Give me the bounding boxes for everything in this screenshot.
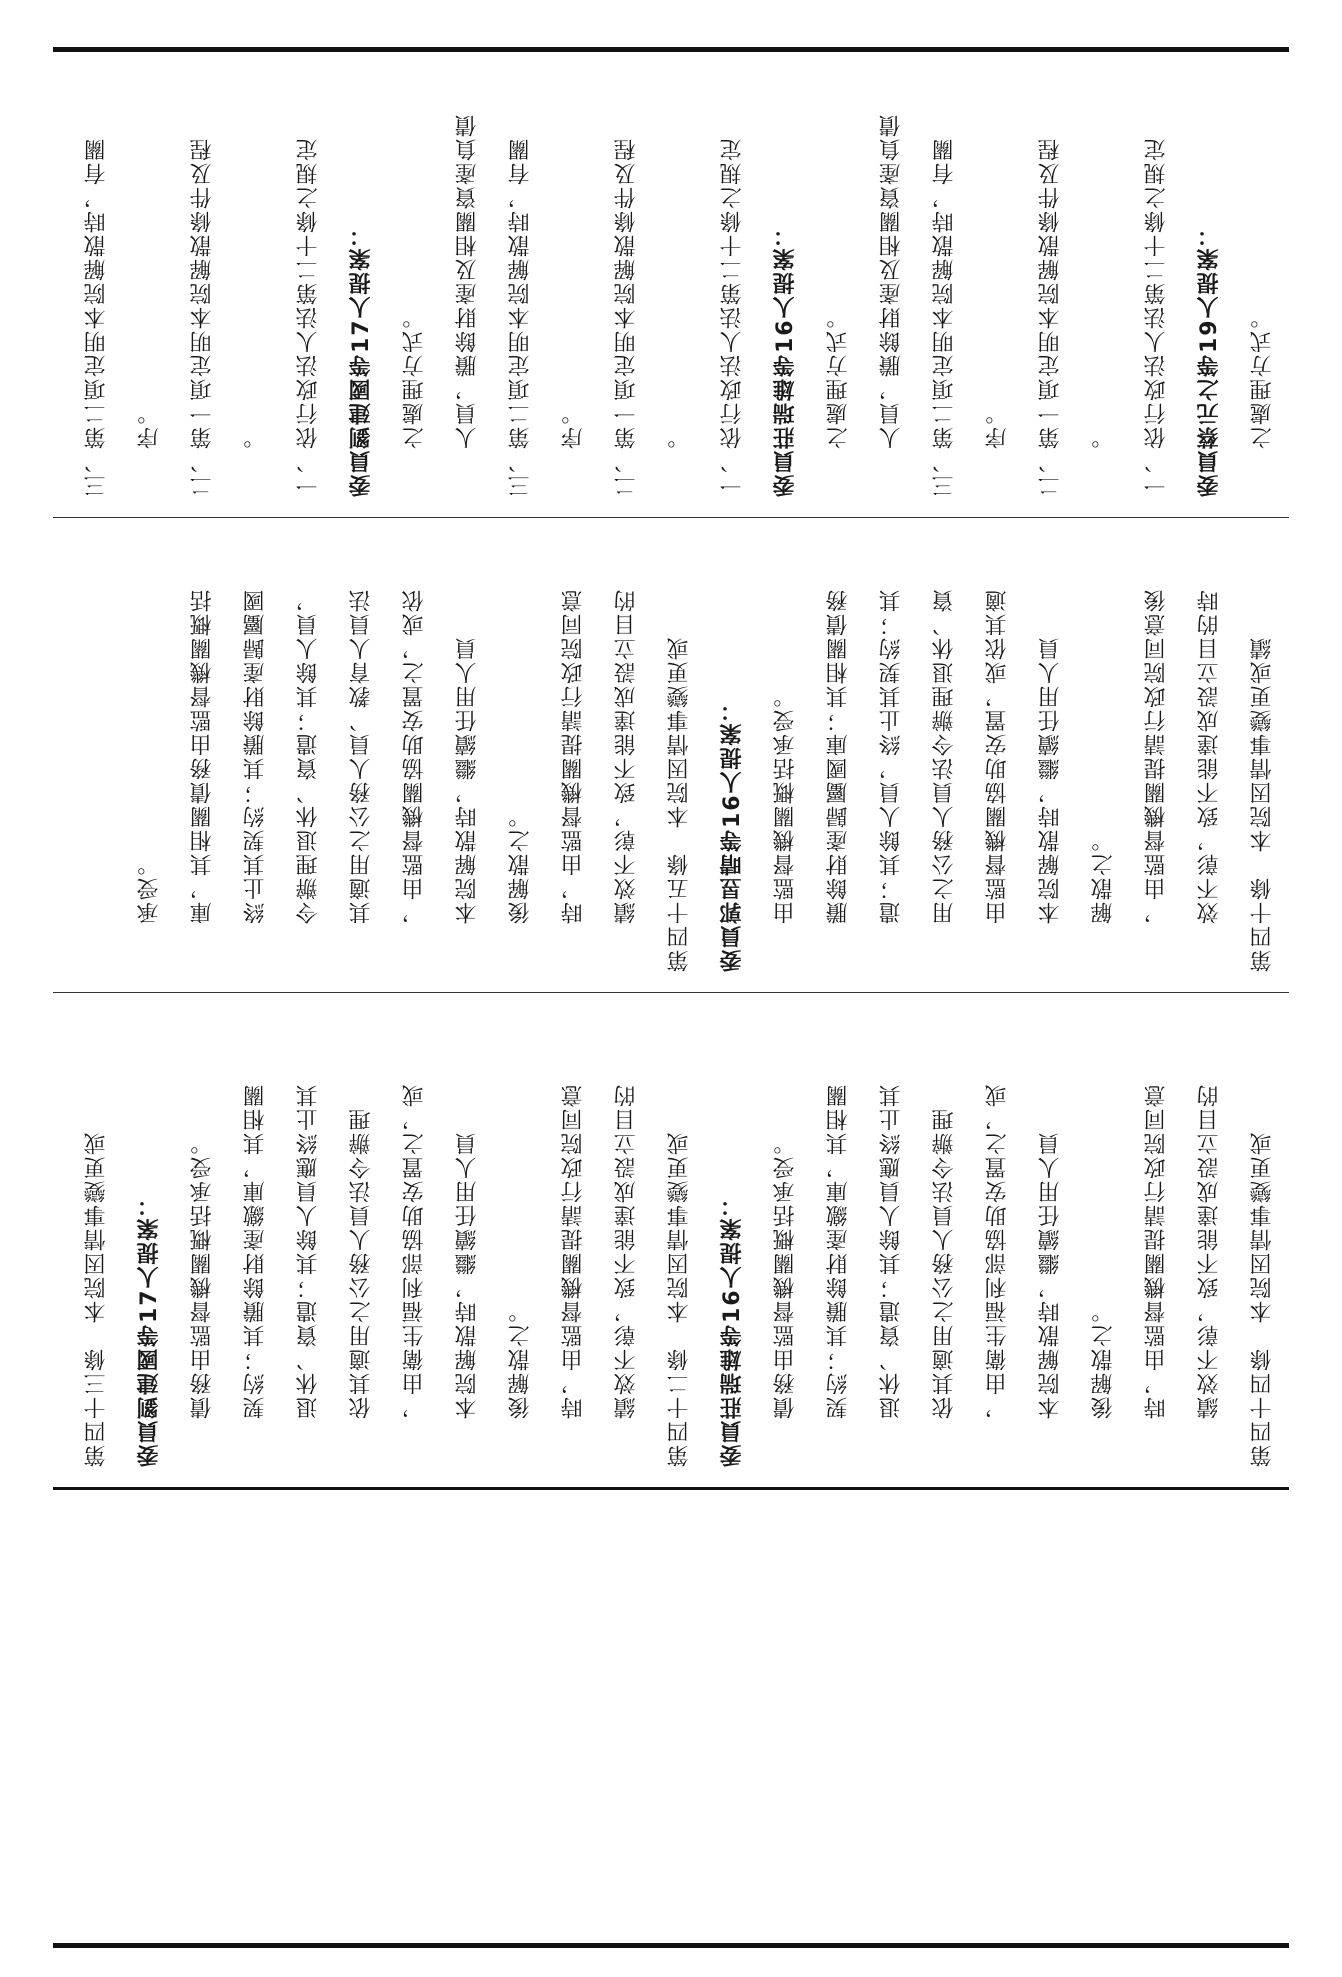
text-line: 一、依行政法人法第二十條之規定: [720, 137, 745, 497]
text-line: 。: [667, 425, 692, 449]
text-line: 遣；其餘人員，終止其契約；其: [879, 588, 904, 924]
text-line: 第四十三條 本院因情事變更或: [84, 1131, 109, 1467]
text-line: 承受。: [137, 852, 162, 924]
section-end-rule: [53, 1487, 1289, 1490]
text-line: 依其適用之公務人員法令辦理: [349, 1107, 374, 1419]
bottom-rule: [53, 1943, 1289, 1948]
text-line: 解散之。: [1091, 828, 1116, 924]
text-line: 人員，賸餘財產及相關資產負債: [879, 113, 904, 449]
text-line: 後解散之。: [508, 804, 533, 924]
text-line: 契約；其賸餘財產繳庫，其相關: [826, 1083, 851, 1419]
text-line: 本院解散時，繼續任用人員: [455, 1131, 480, 1419]
text-line: 績效不彰，致不能達成設立目的: [1197, 1083, 1222, 1419]
text-line: ，由衛生福利部協助安置之，或: [985, 1083, 1010, 1419]
text-line: 序。: [985, 401, 1010, 449]
text-line: 第四十條 本院因情事變更或績: [1250, 636, 1275, 972]
text-line: ，由衛生福利部協助安置之，或: [402, 1083, 427, 1419]
text-line: 令辦理退休、資遣；其餘人員，: [296, 588, 321, 924]
text-line: 時，由監督機關提請行政院同意: [1144, 1083, 1169, 1419]
text-line: 債務由監督機關概括承受。: [190, 1131, 215, 1419]
proposer-heading: 委員劉建國等17人提案：: [349, 222, 374, 497]
band-proposals-a: [53, 518, 1289, 992]
text-line: 依其適用之公務人員法令辦理: [932, 1107, 957, 1419]
text-line: 績效不彰，致不能達成設立目的: [614, 1083, 639, 1419]
proposer-heading: 委員劉建國等17人提案：: [137, 1192, 162, 1467]
text-line: 第四十四條 本院因情事變更或: [1250, 1131, 1275, 1467]
proposer-heading: 委員蔡元之等19人提案：: [1197, 222, 1222, 497]
text-line: 人員，賸餘財產及相關資產負債: [455, 113, 480, 449]
text-line: 後解散之。: [1091, 1299, 1116, 1419]
text-line: 效不彰，致不能達成設立目的時: [1197, 588, 1222, 924]
text-line: 庫，其相關債務由監督機關概括: [190, 588, 215, 924]
text-line: 之處理方式。: [1250, 305, 1275, 449]
text-line: ，由監督機關協助安置之，或依: [402, 588, 427, 924]
proposer-heading: 委員莊瑞雄等16人提案：: [720, 1192, 745, 1467]
text-line: 債務由監督機關概括承受。: [773, 1131, 798, 1419]
text-line: 三、第二項定明本院解散時，有關: [84, 137, 109, 497]
band-proposals-b: [53, 993, 1289, 1487]
text-line: 其適用之公務人員、教育人員法: [349, 588, 374, 924]
proposer-heading: 委員莊瑞雄等16人提案：: [773, 222, 798, 497]
text-line: ，由監督機關提請行政院同意後: [1144, 588, 1169, 924]
text-line: 第四十二條 本院因情事變更或: [667, 1131, 692, 1467]
text-line: 終止其契約；其賸餘財產歸屬國: [243, 588, 268, 924]
text-line: 退休、資遣；其餘人員應終止其: [879, 1083, 904, 1419]
band-explanations: [53, 52, 1289, 517]
text-line: 賸餘財產歸屬國庫；其相關債務: [826, 588, 851, 924]
text-line: 之處理方式。: [402, 305, 427, 449]
text-line: 用之公務人員法令辦理退休、資: [932, 588, 957, 924]
text-line: 時，由監督機關提請行政院同意: [561, 588, 586, 924]
text-line: 序。: [137, 401, 162, 449]
text-column: [53, 518, 1289, 992]
text-line: 二、第一項定明本院解散條件及程: [614, 137, 639, 497]
text-line: 一、依行政法人法第二十條之規定: [1144, 137, 1169, 497]
text-line: 二、第一項定明本院解散條件及程: [190, 137, 215, 497]
text-column: [53, 993, 1289, 1487]
text-line: 之處理方式。: [826, 305, 851, 449]
text-line: 本院解散時，繼續任用人員: [455, 636, 480, 924]
text-line: 績效不彰，致不能達成設立目的: [614, 588, 639, 924]
text-line: 。: [1091, 425, 1116, 449]
text-line: 三、第二項定明本院解散時，有關: [508, 137, 533, 497]
text-line: 退休、資遣；其餘人員應終止其: [296, 1083, 321, 1419]
text-line: 第四十五條 本院因情事變更或: [667, 636, 692, 972]
text-line: 。: [243, 425, 268, 449]
text-line: 由監督機關協助安置，或依其適: [985, 588, 1010, 924]
text-line: 由監督機關概括承受。: [773, 684, 798, 924]
text-line: 時，由監督機關提請行政院同意: [561, 1083, 586, 1419]
text-line: 本院解散時，繼續任用人員: [1038, 636, 1063, 924]
proposer-heading: 委員郭昱晴等16人提案：: [720, 697, 745, 972]
text-line: 本院解散時，繼續任用人員: [1038, 1131, 1063, 1419]
text-line: 二、第一項定明本院解散條件及程: [1038, 137, 1063, 497]
text-line: 契約；其賸餘財產繳庫，其相關: [243, 1083, 268, 1419]
text-column: [53, 52, 1289, 517]
text-line: 一、依行政法人法第二十條之規定: [296, 137, 321, 497]
text-line: 後解散之。: [508, 1299, 533, 1419]
text-line: 三、第二項定明本院解散時，有關: [932, 137, 957, 497]
text-line: 序。: [561, 401, 586, 449]
